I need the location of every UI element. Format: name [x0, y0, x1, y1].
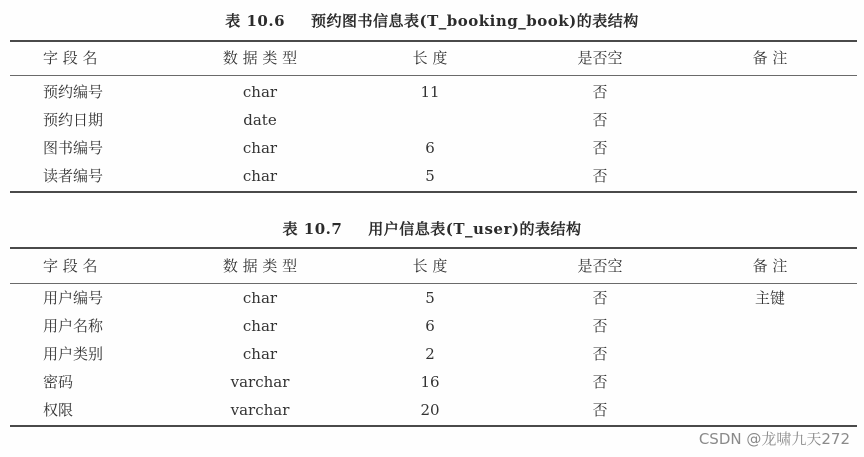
table1-header-data-type: 数 据 类 型	[222, 49, 298, 67]
table1-cell-nullable: 否	[592, 167, 608, 185]
table2-cell-notes	[700, 396, 840, 424]
table2-cell-nullable: 否	[592, 345, 608, 363]
table2-cell-data-type: char	[242, 345, 278, 363]
table2-cell-length: 6	[425, 317, 435, 335]
table2-cell-notes	[700, 340, 840, 368]
table2-cell-notes	[700, 368, 840, 396]
table-row	[10, 396, 857, 424]
table1-cell-field-name: 预约日期	[43, 111, 104, 129]
table1-cell-data-type: date	[243, 111, 277, 129]
table2-cell-data-type: char	[242, 289, 278, 307]
table2-header-data-type: 数 据 类 型	[222, 257, 298, 275]
table2-top-rule	[10, 247, 857, 249]
table2-cell-field-name: 用户编号	[43, 289, 104, 307]
table1-cell-length: 6	[425, 139, 435, 157]
table2-cell-data-type: varchar	[230, 373, 290, 391]
table2-caption-title: 用户信息表(T_user)的表结构	[368, 220, 582, 238]
table2-cell-field-name: 密码	[43, 373, 74, 391]
table2-header-field-name: 字 段 名	[43, 257, 98, 275]
table1-header-nullable: 是否空	[577, 49, 623, 67]
table1-cell-length: 5	[425, 167, 435, 185]
table1-caption-title: 预约图书信息表(T_booking_book)的表结构	[311, 12, 639, 30]
table2-header-row	[10, 252, 857, 280]
table2-cell-field-name: 用户名称	[43, 317, 104, 335]
table1-caption-number: 表 10.6	[225, 12, 286, 30]
table2-cell-notes: 主键	[754, 289, 785, 307]
table2-header-nullable: 是否空	[577, 257, 623, 275]
table1-header-length: 长 度	[412, 49, 448, 67]
table2-cell-length: 5	[425, 289, 435, 307]
table1-cell-data-type: char	[242, 139, 278, 157]
table1-header-field-name: 字 段 名	[43, 49, 98, 67]
table2-header-length: 长 度	[412, 257, 448, 275]
table2-cell-notes	[700, 312, 840, 340]
table2-caption-number: 表 10.7	[282, 220, 343, 238]
table1-cell-field-name: 图书编号	[43, 139, 104, 157]
table2-cell-nullable: 否	[592, 401, 608, 419]
table2-cell-field-name: 权限	[43, 401, 74, 419]
table1-cell-nullable: 否	[592, 83, 608, 101]
table2-cell-field-name: 用户类别	[43, 345, 104, 363]
table2-cell-length: 20	[420, 401, 440, 419]
table2	[10, 0, 857, 440]
table1-cell-data-type: char	[242, 167, 278, 185]
table2-cell-nullable: 否	[592, 373, 608, 391]
watermark: CSDN @龙啸九天272	[698, 430, 850, 448]
table1-cell-field-name: 预约编号	[43, 83, 104, 101]
table1-cell-data-type: char	[242, 83, 278, 101]
table2-cell-length: 16	[420, 373, 440, 391]
table2-bottom-rule	[10, 425, 857, 427]
table1-header-notes: 备 注	[752, 49, 788, 67]
table1-cell-length: 11	[420, 83, 440, 101]
table1-cell-field-name: 读者编号	[43, 167, 104, 185]
table2-cell-data-type: char	[242, 317, 278, 335]
table2-header-notes: 备 注	[752, 257, 788, 275]
table-row	[10, 312, 857, 340]
table1-cell-nullable: 否	[592, 111, 608, 129]
table-row	[10, 340, 857, 368]
table2-cell-data-type: varchar	[230, 401, 290, 419]
table1-cell-nullable: 否	[592, 139, 608, 157]
table2-cell-length: 2	[425, 345, 435, 363]
table2-cell-nullable: 否	[592, 289, 608, 307]
table-row	[10, 368, 857, 396]
table-row	[10, 284, 857, 312]
table2-cell-nullable: 否	[592, 317, 608, 335]
